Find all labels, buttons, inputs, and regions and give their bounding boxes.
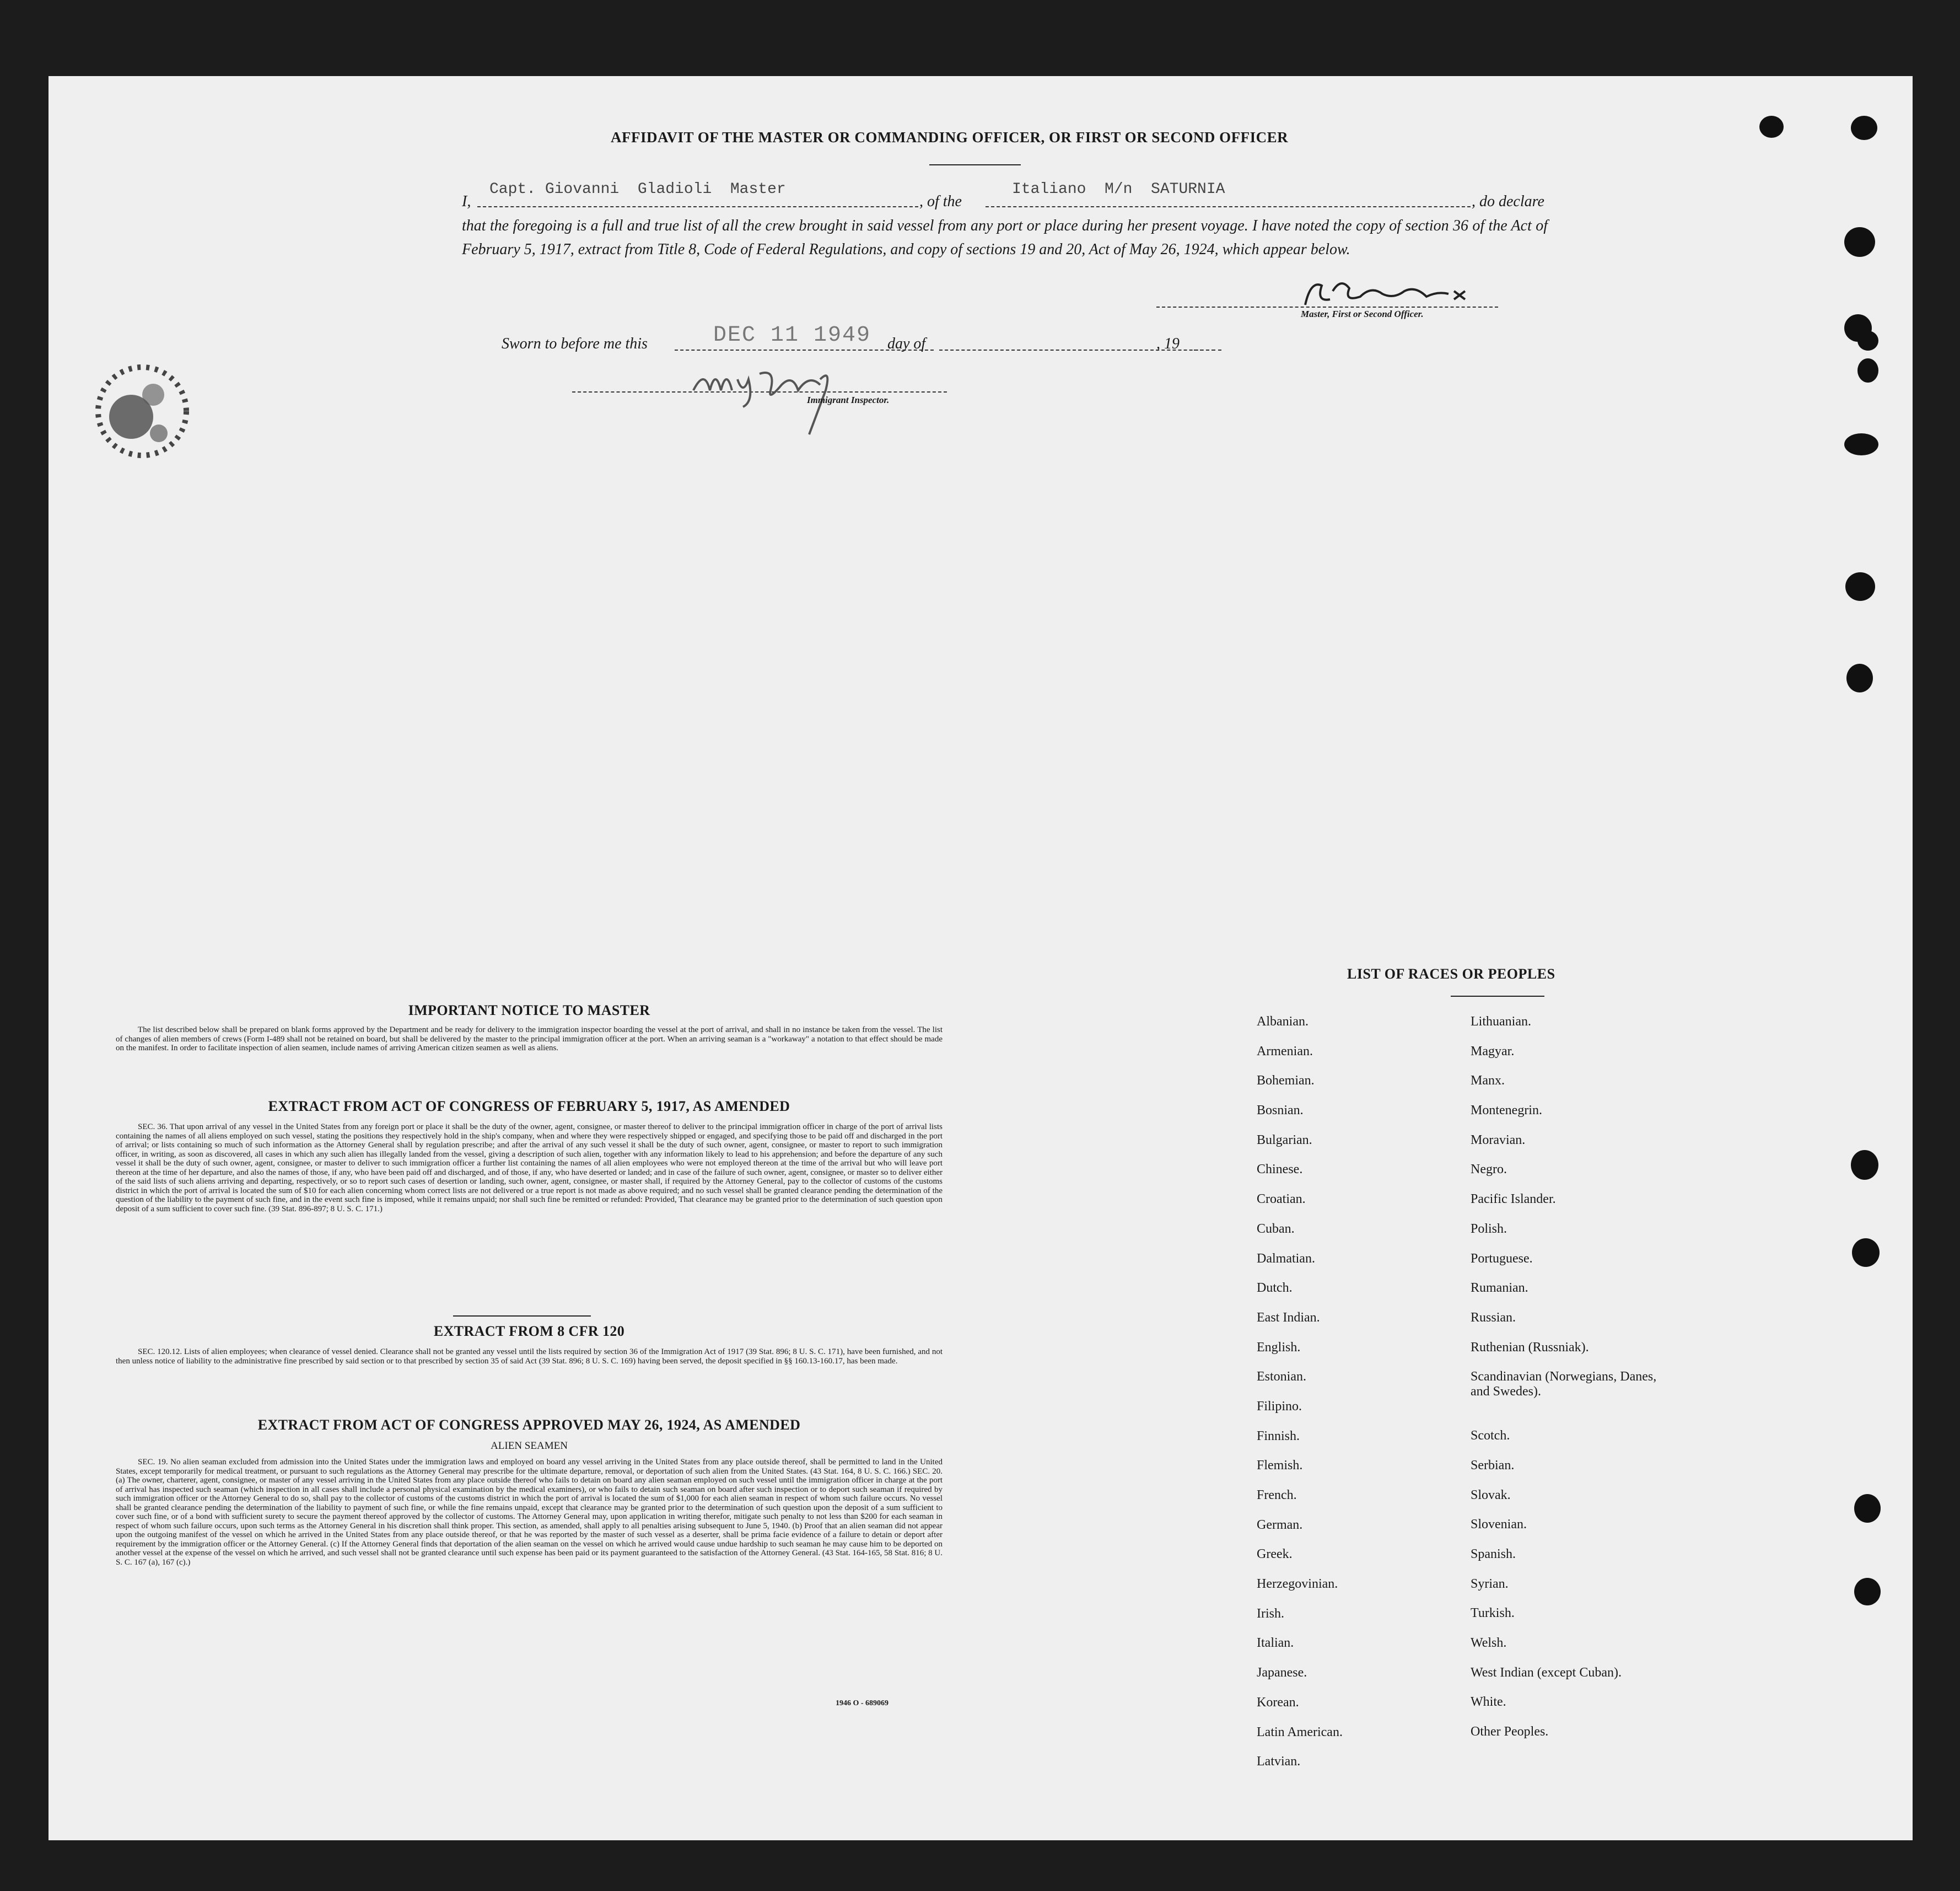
year-blank <box>1194 350 1221 351</box>
race-item: Albanian. <box>1257 1014 1309 1029</box>
race-item: East Indian. <box>1257 1310 1320 1325</box>
race-item: Magyar. <box>1471 1044 1515 1059</box>
race-item: Montenegrin. <box>1471 1103 1542 1118</box>
race-item: Turkish. <box>1471 1606 1515 1621</box>
punch-hole <box>1846 664 1873 692</box>
race-item: Korean. <box>1257 1695 1299 1710</box>
race-item: Finnish. <box>1257 1428 1300 1443</box>
extract1924-title: EXTRACT FROM ACT OF CONGRESS APPROVED MAY 26, 1924, AS AMENDED <box>257 1417 801 1433</box>
rule-1 <box>453 1315 591 1317</box>
race-item: Negro. <box>1471 1162 1507 1177</box>
extract1924-text: SEC. 19. No alien seaman excluded from admission into the United States under the immigration laws and employed on board any vessel arriving in the United States from any place outside thereof, shall be permitted to land in the United States, except temporarily for medical treatment, or pursuant to such regulations as the Attorney General may prescribe for the ultimate departure, removal, or deportation of such alien from the United States. (43 Stat. 164, 8 U. S. C. 166.) SEC. 20. (a) The owner, charterer, agent, consignee, or master of any vessel arriving in the United States from any place outside thereof who fails to detain on board any alien seaman employed on such vessel until the immigration officer in charge at the port of arrival has inspected such seaman (which inspection in all cases shall include a personal physical examination by the medical examiners), or who fails to detain such seaman on board after such inspection or to deport such seaman if required by such immigration officer or the Attorney General to do so, shall pay to the collector of customs of the customs district in which the port of arrival is located the sum of $1,000 for each alien seaman in respect of whom such failure occurs. No vessel shall be granted clearance pending the determination of the liability to payment of such fine, or while the fine remains unpaid, except that clearance may be granted prior to the determination of such question upon the deposit of a sum sufficient to cover such fine, or of a bond with sufficient surety to secure the payment thereof approved by the collector of customs. The Attorney General may, upon application in writing therefor, mitigate such penalty to not less than $200 for each seaman in respect of whom such failure occurs, upon such terms as the Attorney General in his discretion shall think proper. This section, as amended, shall apply to all penalties arising subsequent to June 5, 1940. (b) Proof that an alien seaman did not appear upon the outgoing manifest of the vessel on which he arrived in the United States from any place outside thereof, or that he was reported by the master of such vessel as a deserter, shall be prima facie evidence of a failure to detain or deport after requirement by the immigration officer or the Attorney General. (c) If the Attorney General finds that deportation of the alien seaman on the vessel on which he arrived would cause undue hardship to such seaman he may cause him to be deported on another vessel at the expense of the vessel on which he arrived, and such vessel shall not be granted clearance until such expense has been paid or its payment guaranteed to the satisfaction of the Attorney General. (43 Stat. 164-165, 58 Stat. 816; 8 U. S. C. 167 (a), 167 (c).) <box>116 1458 943 1567</box>
race-item: Dutch. <box>1257 1281 1293 1296</box>
races-title: LIST OF RACES OR PEOPLES <box>1347 966 1555 982</box>
ink-stamp-mark <box>82 351 192 472</box>
race-item: Ruthenian (Russniak). <box>1471 1340 1589 1355</box>
race-item: Russian. <box>1471 1310 1516 1325</box>
race-item: Irish. <box>1257 1606 1284 1621</box>
race-item: Scandinavian (Norwegians, Danes, and Swedes). <box>1471 1369 1657 1399</box>
race-item: Portuguese. <box>1471 1251 1533 1266</box>
do-declare: , do declare <box>1472 193 1544 210</box>
extractCFR-title: EXTRACT FROM 8 CFR 120 <box>433 1323 625 1339</box>
punch-hole <box>1851 1150 1878 1180</box>
extract1917-text: SEC. 36. That upon arrival of any vessel in the United States from any foreign port or place it shall be the duty of the owner, agent, consignee, or master thereof to deliver to the principal immigration officer in charge of the port of arrival lists containing the names of all aliens employed on such vessel, stating the positions they respectively hold in the ship's company, when and where they were respectively shipped or engaged, and specifying those to be paid off and discharged in the port of arrival; or lists containing so much of such information as the Attorney General shall by regulation prescribe; and after the arrival of any such vessel it shall be the duty of such owner, agent, consignee, or master to report to such immigration officer, in writing, as soon as discovered, all cases in which any such alien has illegally landed from the vessel, giving a description of such alien, together with any information likely to lead to his apprehension; and before the departure of any such vessel it shall be the duty of such owner, agent, consignee, or master to deliver to such immigration officer a further list containing the names of all alien employees who were not employed thereon at the time of the arrival but who will leave port thereon at the time of her departure, and also the names of those, if any, who have been paid off and discharged, and of those, if any, who have deserted or landed; and in case of the failure of such owner, agent, consignee, or master so to deliver either of the said lists of such aliens arriving and departing, respectively, or so to report such cases of desertion or landing, such owner, agent, consignee, or master shall, if required by the Attorney General, pay to the collector of customs of the customs district in which the port of arrival is located the sum of $10 for each alien concerning whom correct lists are not delivered or a true report is not made as above required; and no such vessel shall be granted clearance pending the determination of the question of the liability to the payment of such fine, and in the event such fine is imposed, while it remains unpaid; nor shall such fine be remitted or refunded: Provided, That clearance may be granted prior to the determination of such question upon deposit of a sum sufficient to cover such fine. (39 Stat. 896-897; 8 U. S. C. 171.) <box>116 1122 943 1213</box>
affidavit-i: I, <box>462 193 471 210</box>
race-item: French. <box>1257 1488 1297 1502</box>
race-item: Latvian. <box>1257 1754 1301 1769</box>
race-item: Spanish. <box>1471 1547 1516 1561</box>
race-item: White. <box>1471 1695 1506 1710</box>
races-col1 <box>1257 1014 1343 1784</box>
title-rule <box>929 164 1021 165</box>
officer-name: Capt. Giovanni Gladioli Master <box>489 181 786 198</box>
inspector-label: Immigrant Inspector. <box>807 395 890 405</box>
document-page <box>49 76 1913 1840</box>
race-item: Scotch. <box>1471 1428 1510 1443</box>
race-item: English. <box>1257 1340 1301 1355</box>
affidavit-title: AFFIDAVIT OF THE MASTER OR COMMANDING OFFICER, OR FIRST OR SECOND OFFICER <box>611 129 1289 146</box>
race-item: Chinese. <box>1257 1162 1303 1177</box>
race-item: Serbian. <box>1471 1458 1515 1473</box>
race-item: Lithuanian. <box>1471 1014 1531 1029</box>
race-item: Rumanian. <box>1471 1281 1528 1296</box>
race-item: Syrian. <box>1471 1576 1509 1591</box>
extract1924-subtitle: ALIEN SEAMEN <box>491 1440 568 1452</box>
notice-text: The list described below shall be prepared on blank forms approved by the Department and be ready for delivery to the immigration inspector boarding the vessel at the port of arrival, and shall in no instance be taken from the vessel. The list of changes of alien members of crews (Form I-489 shall not be retained on board, but shall be delivered by the master to the principal immigration officer at the port. When an arriving seaman is a "workaway" a notation to that effect should be made on the manifest. In order to facilitate inspection of alien seamen, include names of arriving American citizen seamen as well as aliens. <box>116 1025 943 1052</box>
race-item: Herzegovinian. <box>1257 1577 1338 1592</box>
race-item: Moravian. <box>1471 1132 1526 1147</box>
vessel-blank <box>986 206 1471 207</box>
race-item: Manx. <box>1471 1073 1505 1088</box>
race-item: Croatian. <box>1257 1192 1306 1207</box>
master-signature <box>1300 275 1482 313</box>
punch-hole <box>1844 227 1875 257</box>
race-item: German. <box>1257 1517 1303 1532</box>
name-blank <box>477 206 918 207</box>
of-the: , of the <box>919 193 962 210</box>
race-item: Latin American. <box>1257 1725 1343 1739</box>
race-item: Other Peoples. <box>1471 1725 1549 1739</box>
race-item: Dalmatian. <box>1257 1251 1315 1266</box>
year-prefix: , 19 <box>1156 335 1180 352</box>
race-item: West Indian (except Cuban). <box>1471 1665 1622 1680</box>
race-item: Filipino. <box>1257 1399 1302 1414</box>
race-item: Polish. <box>1471 1221 1507 1236</box>
race-item: Italian. <box>1257 1636 1294 1651</box>
vessel-name: Italiano M/n SATURNIA <box>1012 181 1225 198</box>
affidavit-body: that the foregoing is a full and true list of all the crew brought in said vessel from any port or place during her present voyage. I have noted the copy of section 36 of the Act of February 5, 1917, extract from Title 8, Code of Federal Regulations, and copy of sections 19 and 20, Act of May 26, 1924, which appear below. <box>462 217 1548 258</box>
notice-title: IMPORTANT NOTICE TO MASTER <box>408 1002 650 1018</box>
extract1917-title: EXTRACT FROM ACT OF CONGRESS OF FEBRUARY 5, 1917, AS AMENDED <box>268 1098 790 1114</box>
punch-hole <box>1854 1578 1881 1605</box>
date-stamp: DEC 11 1949 <box>713 323 871 348</box>
race-item: Bohemian. <box>1257 1073 1315 1088</box>
race-item: Estonian. <box>1257 1369 1306 1384</box>
punch-hole <box>1854 1494 1881 1523</box>
race-item: Bulgarian. <box>1257 1132 1312 1147</box>
punch-hole <box>1852 1238 1880 1267</box>
race-item: Japanese. <box>1257 1666 1307 1680</box>
punch-hole <box>1851 116 1877 140</box>
race-item: Welsh. <box>1471 1636 1507 1651</box>
print-code: 1946 O - 689069 <box>836 1699 889 1707</box>
day-of: day of <box>887 335 926 352</box>
races-col2 <box>1471 1014 1691 1754</box>
extractCFR-text: SEC. 120.12. Lists of alien employees; when clearance of vessel denied. Clearance shall not be granted any vessel until the lists required by section 36 of the Immigration Act of 1917 (39 Stat. 896; 8 U. S. C. 171), have been furnished, and not then unless notice of liability to the administrative fine prescribed by said section or to that prescribed by section 35 of said Act (39 Stat. 896; 8 U. S. C. 169) having been served, the deposit specified in §§ 160.13-160.17, has been made. <box>116 1347 943 1366</box>
race-item: Bosnian. <box>1257 1103 1304 1118</box>
sworn-text: Sworn to before me this <box>502 335 648 352</box>
master-label: Master, First or Second Officer. <box>1301 309 1424 319</box>
race-item: Armenian. <box>1257 1044 1313 1059</box>
race-item: Cuban. <box>1257 1221 1295 1236</box>
punch-hole <box>1759 116 1784 138</box>
punch-hole <box>1857 358 1878 383</box>
race-item: Slovenian. <box>1471 1517 1527 1532</box>
race-item: Flemish. <box>1257 1458 1303 1473</box>
race-item: Greek. <box>1257 1547 1293 1562</box>
punch-hole <box>1845 572 1875 601</box>
race-item: Slovak. <box>1471 1487 1511 1502</box>
punch-hole <box>1857 331 1878 351</box>
race-item: Pacific Islander. <box>1471 1192 1556 1207</box>
races-rule <box>1451 996 1544 997</box>
punch-hole <box>1844 433 1878 455</box>
